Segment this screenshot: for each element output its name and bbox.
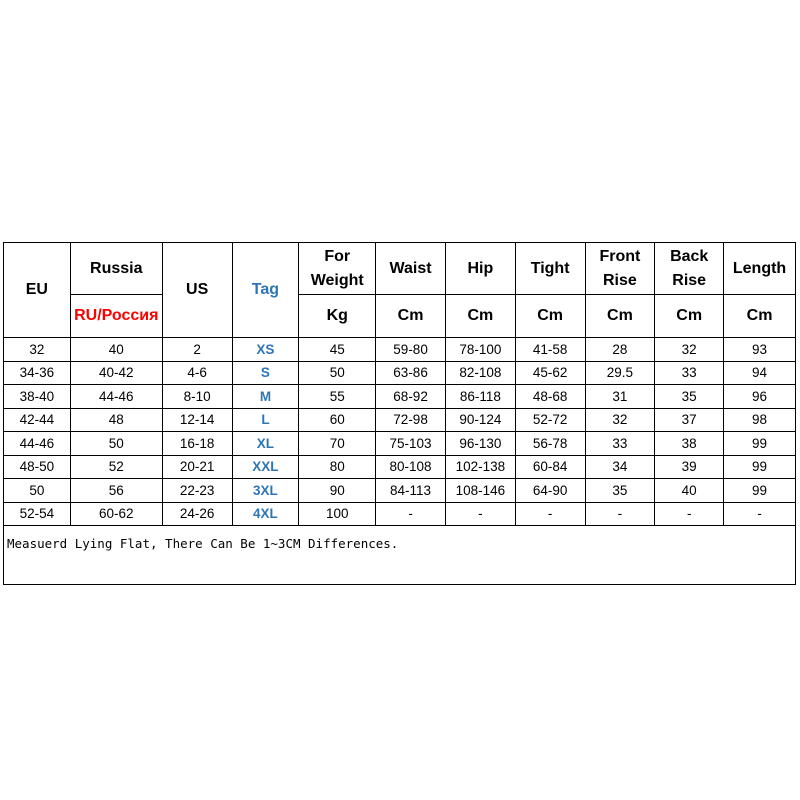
tag-cell: M: [232, 385, 299, 409]
eu-cell: 42-44: [4, 408, 71, 432]
back-rise-cell: 32: [655, 338, 724, 362]
front-rise-cell: 32: [585, 408, 655, 432]
russia-cell: 60-62: [70, 502, 162, 526]
hip-cell: -: [445, 502, 515, 526]
tag-cell: 3XL: [232, 479, 299, 503]
us-cell: 12-14: [162, 408, 232, 432]
eu-cell: 48-50: [4, 455, 71, 479]
length-header: Length: [724, 243, 796, 295]
russia-cell: 56: [70, 479, 162, 503]
tight-cell: 56-78: [515, 432, 585, 456]
length-cell: 94: [724, 361, 796, 385]
waist-cell: -: [376, 502, 446, 526]
table-row: [4, 432, 796, 456]
front-rise-cell: 29.5: [585, 361, 655, 385]
tag-cell: 4XL: [232, 502, 299, 526]
waist-cell: 72-98: [376, 408, 446, 432]
eu-cell: 38-40: [4, 385, 71, 409]
length-cell: 96: [724, 385, 796, 409]
measurement-note: Measuerd Lying Flat, There Can Be 1~3CM Differences.: [4, 526, 796, 585]
header-row-2: [4, 295, 796, 338]
back-rise-cell: -: [655, 502, 724, 526]
weight-header-line1: For: [324, 247, 351, 265]
tight-cell: -: [515, 502, 585, 526]
hip-header: Hip: [445, 243, 515, 295]
front-rise-cell: -: [585, 502, 655, 526]
table-row: [4, 385, 796, 409]
front-rise-cell: 35: [585, 479, 655, 503]
back-rise-line1: Back: [670, 247, 709, 265]
us-cell: 20-21: [162, 455, 232, 479]
tight-cell: 52-72: [515, 408, 585, 432]
tight-cell: 60-84: [515, 455, 585, 479]
tag-header: Tag: [232, 243, 299, 338]
russia-cell: 40-42: [70, 361, 162, 385]
russia-cell: 40: [70, 338, 162, 362]
waist-cell: 80-108: [376, 455, 446, 479]
russia-cell: 44-46: [70, 385, 162, 409]
front-rise-line1: Front: [599, 247, 641, 265]
front-rise-cell: 34: [585, 455, 655, 479]
weight-cell: 80: [299, 455, 376, 479]
back-rise-unit: Cm: [655, 295, 724, 338]
tight-cell: 64-90: [515, 479, 585, 503]
weight-cell: 55: [299, 385, 376, 409]
weight-cell: 60: [299, 408, 376, 432]
table-row: [4, 479, 796, 503]
tag-cell: XL: [232, 432, 299, 456]
eu-cell: 52-54: [4, 502, 71, 526]
hip-unit: Cm: [445, 295, 515, 338]
tight-cell: 48-68: [515, 385, 585, 409]
eu-header: EU: [4, 243, 71, 338]
table-row: [4, 361, 796, 385]
tight-cell: 41-58: [515, 338, 585, 362]
tag-cell: L: [232, 408, 299, 432]
tight-header: Tight: [515, 243, 585, 295]
eu-cell: 44-46: [4, 432, 71, 456]
back-rise-line2: Rise: [672, 271, 707, 289]
length-cell: 93: [724, 338, 796, 362]
header-row-1: [4, 243, 796, 295]
front-rise-cell: 31: [585, 385, 655, 409]
back-rise-cell: 35: [655, 385, 724, 409]
back-rise-cell: 40: [655, 479, 724, 503]
tag-cell: XS: [232, 338, 299, 362]
waist-cell: 63-86: [376, 361, 446, 385]
back-rise-header: [655, 243, 724, 295]
us-cell: 4-6: [162, 361, 232, 385]
hip-cell: 90-124: [445, 408, 515, 432]
us-cell: 2: [162, 338, 232, 362]
note-row: [4, 526, 796, 585]
waist-cell: 68-92: [376, 385, 446, 409]
ru-header: RU/Россия: [70, 295, 162, 338]
russia-cell: 48: [70, 408, 162, 432]
waist-cell: 59-80: [376, 338, 446, 362]
eu-cell: 50: [4, 479, 71, 503]
tight-cell: 45-62: [515, 361, 585, 385]
russia-header: Russia: [70, 243, 162, 295]
hip-cell: 96-130: [445, 432, 515, 456]
weight-cell: 90: [299, 479, 376, 503]
length-cell: -: [724, 502, 796, 526]
length-cell: 99: [724, 432, 796, 456]
front-rise-header: [585, 243, 655, 295]
hip-cell: 102-138: [445, 455, 515, 479]
us-cell: 16-18: [162, 432, 232, 456]
waist-cell: 84-113: [376, 479, 446, 503]
table-row: [4, 455, 796, 479]
hip-cell: 86-118: [445, 385, 515, 409]
russia-cell: 52: [70, 455, 162, 479]
hip-cell: 108-146: [445, 479, 515, 503]
waist-header: Waist: [376, 243, 446, 295]
tag-cell: XXL: [232, 455, 299, 479]
weight-cell: 70: [299, 432, 376, 456]
front-rise-unit: Cm: [585, 295, 655, 338]
size-rows: [4, 338, 796, 526]
weight-header: [299, 243, 376, 295]
tight-unit: Cm: [515, 295, 585, 338]
waist-cell: 75-103: [376, 432, 446, 456]
eu-cell: 32: [4, 338, 71, 362]
front-rise-cell: 28: [585, 338, 655, 362]
us-cell: 24-26: [162, 502, 232, 526]
hip-cell: 78-100: [445, 338, 515, 362]
length-cell: 98: [724, 408, 796, 432]
us-cell: 8-10: [162, 385, 232, 409]
table-row: [4, 502, 796, 526]
hip-cell: 82-108: [445, 361, 515, 385]
table-row: [4, 338, 796, 362]
front-rise-cell: 33: [585, 432, 655, 456]
back-rise-cell: 33: [655, 361, 724, 385]
weight-unit: Kg: [299, 295, 376, 338]
russia-cell: 50: [70, 432, 162, 456]
weight-cell: 50: [299, 361, 376, 385]
eu-cell: 34-36: [4, 361, 71, 385]
us-header: US: [162, 243, 232, 338]
table-row: [4, 408, 796, 432]
front-rise-line2: Rise: [603, 271, 637, 289]
weight-cell: 45: [299, 338, 376, 362]
tag-cell: S: [232, 361, 299, 385]
length-cell: 99: [724, 479, 796, 503]
waist-unit: Cm: [376, 295, 446, 338]
weight-cell: 100: [299, 502, 376, 526]
length-cell: 99: [724, 455, 796, 479]
length-unit: Cm: [724, 295, 796, 338]
back-rise-cell: 39: [655, 455, 724, 479]
us-cell: 22-23: [162, 479, 232, 503]
weight-header-line2: Weight: [310, 271, 364, 289]
size-chart-table: [3, 242, 796, 585]
back-rise-cell: 38: [655, 432, 724, 456]
back-rise-cell: 37: [655, 408, 724, 432]
